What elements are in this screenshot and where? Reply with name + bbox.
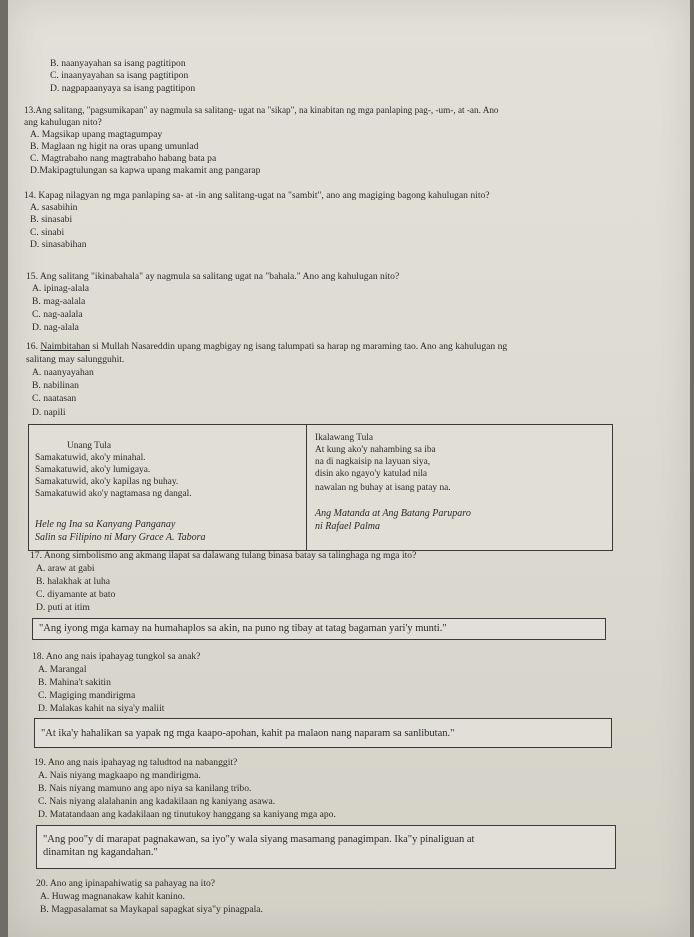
poem-table xyxy=(28,424,613,551)
quote-text: dinamitan ng kagandahan." xyxy=(43,847,158,858)
poem-left-title: Unang Tula xyxy=(67,441,112,451)
q14-option-c: C. sinabi xyxy=(30,227,65,238)
q18-option-a: A. Marangal xyxy=(38,664,87,675)
q16-stem xyxy=(26,341,507,352)
poem-right-source: Ang Matanda at Ang Batang Paruparo xyxy=(315,508,471,519)
q16-number: 16. xyxy=(26,341,41,352)
poem-line: Samakatuwid, ako'y minahal. xyxy=(35,453,146,463)
quote-text: "At ika'y hahalikan sa yapak ng mga kaapo-apohan, kahit pa malaon nang naparam sa sanlibutan." xyxy=(41,728,455,739)
q15-option-c: C. nag-aalala xyxy=(32,309,83,320)
poem-left-translator: Salin sa Filipino ni Mary Grace A. Tabora xyxy=(35,532,206,543)
q17-option-d: D. puti at itim xyxy=(36,602,90,613)
poem-line: disin ako ngayo'y katulad nila xyxy=(315,469,428,479)
q16-stem-cont: salitang may salungguhit. xyxy=(26,354,125,365)
poem-line: At kung ako'y nahambing sa iba xyxy=(315,445,436,455)
q16-option-b: B. nabilinan xyxy=(32,380,79,391)
q13-option-b: B. Maglaan ng higit na oras upang umunlad xyxy=(30,141,199,152)
quote-box xyxy=(32,618,606,640)
option-text: D. nagpapaanyaya sa isang pagtitipon xyxy=(50,83,196,94)
q14-option-d: D. sinasabihan xyxy=(30,239,87,250)
q13-option-c: C. Magtrabaho nang magtrabaho habang bata pa xyxy=(30,153,217,164)
q18-option-d: D. Malakas kahit na siya'y maliit xyxy=(38,703,165,714)
poem-line: nawalan ng buhay at isang patay na. xyxy=(315,483,451,493)
q15-option-a: A. ipinag-alala xyxy=(32,283,90,294)
q17-stem: 17. Anong simbolismo ang akmang ilapat sa dalawang tulang binasa batay sa talinghaga ng mga ito? xyxy=(30,550,417,561)
q17-option-b: B. halakhak at luha xyxy=(36,576,111,587)
poem-line: Samakatuwid, ako'y kapilas ng buhay. xyxy=(35,477,179,487)
q13-stem: 13.Ang salitang, "pagsumikapan" ay nagmula sa salitang- ugat na "sikap", na kinabitan ng mga panlaping pag-, -um-, at -an. Ano xyxy=(24,105,499,115)
poem-right-author: ni Rafael Palma xyxy=(315,521,380,532)
option-text: C. inaanyayahan sa isang pagtitipon xyxy=(50,70,189,81)
q18-option-b: B. Mahina't sakitin xyxy=(38,677,111,688)
poem-left-column xyxy=(29,425,307,550)
q14-stem: 14. Kapag nilagyan ng mga panlaping sa- at -in ang salitang-ugat na "sambit", ano ang magiging bagong kahulugan nito? xyxy=(24,190,490,201)
quote-text: "Ang poo"y di marapat pagnakawan, sa iyo"y wala siyang masamang panagimpan. Ika"y pinaliguan at xyxy=(43,834,475,845)
quote-box xyxy=(36,825,616,869)
q19-stem: 19. Ano ang nais ipahayag ng taludtod na nabanggit? xyxy=(34,757,238,768)
worksheet-page xyxy=(8,0,690,937)
q18-stem: 18. Ano ang nais ipahayag tungkol sa anak? xyxy=(32,651,201,662)
q20-option-a: A. Huwag magnanakaw kahit kanino. xyxy=(40,891,185,902)
q18-option-c: C. Magiging mandirigma xyxy=(38,690,136,701)
q15-option-b: B. mag-aalala xyxy=(32,296,86,307)
q19-option-b: B. Nais niyang mamuno ang apo niya sa kanilang tribo. xyxy=(38,783,252,794)
q15-option-d: D. nag-alala xyxy=(32,322,79,333)
q16-stem-rest: si Mullah Nasareddin upang magbigay ng isang talumpati sa harap ng maraming tao. Ano ang kahulugan ng xyxy=(89,341,508,352)
q16-option-a: A. naanyayahan xyxy=(32,367,94,378)
q19-option-d: D. Matatandaan ang kadakilaan ng tinutukoy hanggang sa kaniyang mga apo. xyxy=(38,809,336,820)
q16-option-d: D. napili xyxy=(32,407,66,418)
q13-stem-cont: ang kahulugan nito? xyxy=(24,117,102,128)
q17-option-a: A. araw at gabi xyxy=(36,563,95,574)
poem-line: Samakatuwid ako'y nagtamasa ng dangal. xyxy=(35,489,192,499)
q13-option-a: A. Magsikap upang magtagumpay xyxy=(30,129,163,140)
q19-option-c: C. Nais niyang alalahanin ang kadakilaan ng kaniyang asawa. xyxy=(38,796,276,807)
poem-line: Samakatuwid, ako'y lumigaya. xyxy=(35,465,151,475)
q13-option-d: D.Makipagtulungan sa kapwa upang makamit ang pangarap xyxy=(30,165,261,176)
q19-option-a: A. Nais niyang magkaapo ng mandirigma. xyxy=(38,770,201,781)
q20-stem: 20. Ano ang ipinapahiwatig sa pahayag na ito? xyxy=(36,878,216,889)
poem-left-source: Hele ng Ina sa Kanyang Panganay xyxy=(35,519,176,530)
q15-stem: 15. Ang salitang "ikinabahala" ay nagmula sa salitang ugat na "bahala." Ano ang kahulugan nito? xyxy=(26,271,400,282)
q14-option-a: A. sasabihin xyxy=(30,202,78,213)
q16-option-c: C. naatasan xyxy=(32,393,77,404)
q17-option-c: C. diyamante at bato xyxy=(36,589,116,600)
poem-line: na di nagkaisip na layuan siya, xyxy=(315,457,431,467)
option-text: B. naanyayahan sa isang pagtitipon xyxy=(50,58,186,69)
poem-right-title: Ikalawang Tula xyxy=(315,433,374,443)
poem-right-column xyxy=(307,425,612,550)
quote-text: "Ang iyong mga kamay na humahaplos sa akin, na puno ng tibay at tatag bagaman yari'y munti." xyxy=(39,623,447,634)
quote-box xyxy=(34,718,612,748)
q20-option-b: B. Magpasalamat sa Maykapal sapagkat siya"y pinagpala. xyxy=(40,904,263,915)
q14-option-b: B. sinasabi xyxy=(30,214,73,225)
underlined-word: Naimbitahan xyxy=(40,341,90,352)
